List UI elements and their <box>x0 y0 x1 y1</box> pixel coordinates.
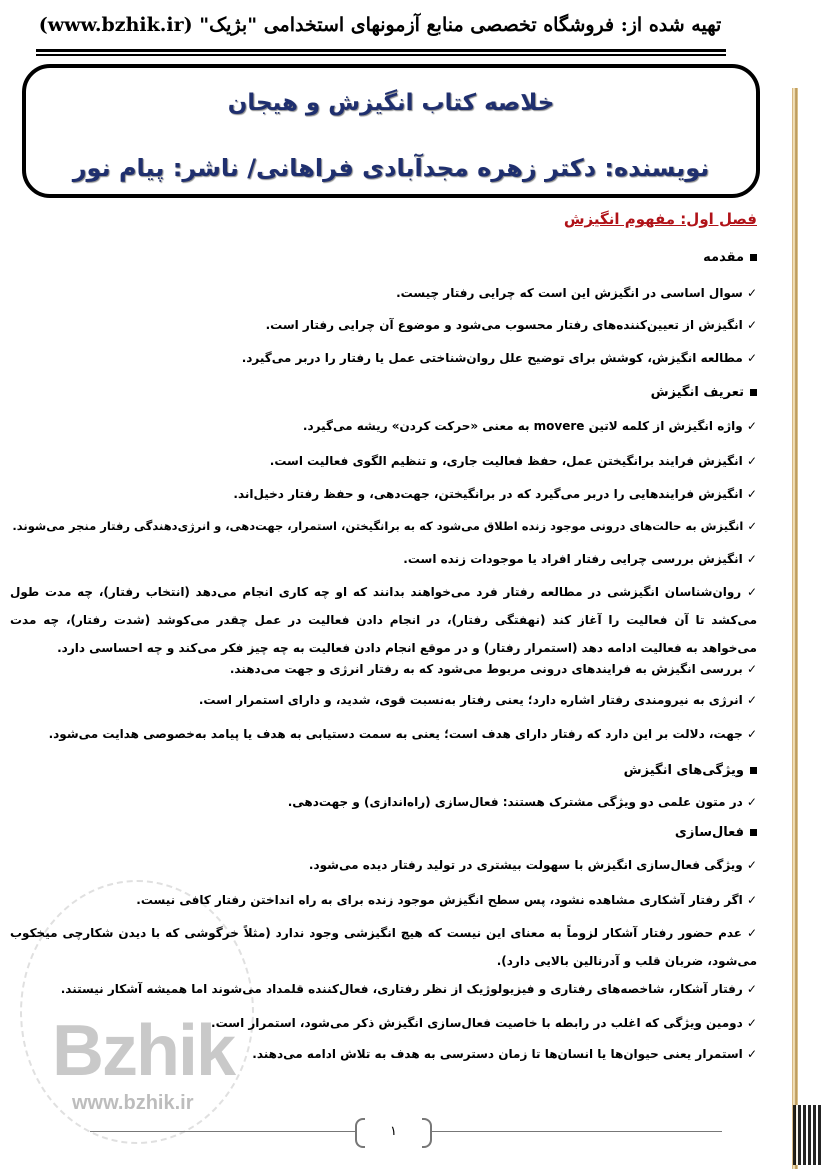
list-item: ✓ در متون علمی دو ویژگی مشترک هستند: فعال‌سازی (راه‌اندازی) و جهت‌دهی. <box>287 795 757 809</box>
list-item: ✓ مطالعه انگیزش، کوشش برای توضیح علل روان‌شناختی عمل یا رفتار را دربر می‌گیرد. <box>241 351 757 365</box>
list-item: ✓ انگیزش فرایند برانگیختن عمل، حفظ فعالیت جاری، و تنظیم الگوی فعالیت است. <box>269 454 757 468</box>
footer-rule <box>432 1131 722 1132</box>
list-item: ✓ واژه انگیزش از کلمه لاتین movere به معنی «حرکت کردن» ریشه می‌گیرد. <box>302 419 757 433</box>
header-rule <box>36 49 726 52</box>
list-item: ✓ سوال اساسی در انگیزش این است که چرایی رفتار چیست. <box>396 286 757 300</box>
section-heading: مقدمه <box>703 250 757 265</box>
list-item: ✓ انگیزش بررسی چرایی رفتار افراد یا موجودات زنده است. <box>403 552 757 566</box>
list-item: ✓ انگیزش فرایندهایی را دربر می‌گیرد که در برانگیختن، جهت‌دهی، و حفظ رفتار دخیل‌اند. <box>233 487 757 501</box>
footer-rule <box>90 1131 355 1132</box>
list-item: ✓ اگر رفتار آشکاری مشاهده نشود، پس سطح انگیزش موجود زنده برای به راه انداختن رفتار کافی نیست. <box>136 893 757 907</box>
list-item: ✓ رفتار آشکار، شاخصه‌های رفتاری و فیزیولوژیک از نظر رفتاری، فعال‌کننده قلمداد می‌شوند اما همیشه آشکار نیستند. <box>60 982 757 996</box>
book-title: خلاصه کتاب انگیزش و هیجان <box>227 90 555 116</box>
list-item: ✓ روان‌شناسان انگیزشی در مطالعه رفتار فرد می‌خواهند بدانند که او چه کاری انجام می‌دهد (انتخاب رفتار)، چه مدت طول می‌کشد تا آن فعالیت را آغاز کند (نهفتگی رفتار)، در انجام دادن فعالیت در عمل چقدر می‌کوشد (شدت رفتار)، چه مدت می‌خواهد به فعالیت ادامه دهد (استمرار رفتار) و در موقع انجام دادن فعالیت به چه چیز فکر می‌کند و چه احساسی دارد. <box>10 585 757 655</box>
chapter-heading: فصل اول: مفهوم انگیزش <box>563 210 757 228</box>
list-item: ✓ عدم حضور رفتار آشکار لزوماً به معنای این نیست که هیچ انگیزشی وجود ندارد (مثلاً خرگوشی که با دیدن شکارچی میخکوب می‌شود، ضربان قلب و آدرنالین بالایی دارد). <box>10 926 757 968</box>
watermark-url: www.bzhik.ir <box>72 1092 194 1114</box>
header-source-text: تهیه شده از: فروشگاه تخصصی منابع آزمونهای استخدامی "بژیک" (www.bzhik.ir) <box>38 14 722 36</box>
book-author: نویسنده: دکتر زهره مجدآبادی فراهانی/ ناشر: پیام نور <box>72 154 710 182</box>
square-bullet-icon <box>750 767 757 774</box>
decorative-border <box>792 88 798 1169</box>
square-bullet-icon <box>750 254 757 261</box>
list-item: ✓ انگیزش به حالت‌های درونی موجود زنده اطلاق می‌شود که به برانگیختن، استمرار، جهت‌دهی، و انرژی‌دهندگی رفتار منجر می‌شوند. <box>12 519 757 533</box>
list-item: ✓ انگیزش از تعیین‌کننده‌های رفتار محسوب می‌شود و موضوع آن چرایی رفتار است. <box>265 318 757 332</box>
list-item: ✓ دومین ویژگی که اغلب در رابطه با خاصیت فعال‌سازی انگیزش ذکر می‌شود، استمرار است. <box>211 1016 757 1030</box>
section-heading: فعال‌سازی <box>675 825 757 840</box>
header-rule <box>36 54 726 56</box>
list-item: ✓ ویژگی فعال‌سازی انگیزش با سهولت بیشتری در تولید رفتار دیده می‌شود. <box>308 858 757 872</box>
list-item: ✓ بررسی انگیزش به فرایندهای درونی مربوط می‌شود که به رفتار انرژی و جهت می‌دهند. <box>229 662 757 676</box>
title-box <box>22 64 760 198</box>
watermark-logo: Bzhik <box>52 1011 235 1091</box>
section-heading: ویژگی‌های انگیزش <box>624 763 757 778</box>
square-bullet-icon <box>750 389 757 396</box>
section-heading: تعریف انگیزش <box>651 385 757 400</box>
qr-code-icon <box>793 1105 823 1165</box>
list-item: ✓ انرژی به نیرومندی رفتار اشاره دارد؛ یعنی رفتار به‌نسبت قوی، شدید، و دارای استمرار است. <box>198 693 757 707</box>
square-bullet-icon <box>750 829 757 836</box>
page-number: ۱ <box>355 1118 432 1146</box>
list-item: ✓ استمرار یعنی حیوان‌ها یا انسان‌ها تا زمان دسترسی به هدف به تلاش ادامه می‌دهند. <box>252 1047 757 1061</box>
list-item: ✓ جهت، دلالت بر این دارد که رفتار دارای هدف است؛ یعنی به سمت دستیابی به هدف یا پیامد به‌خصوصی هدایت می‌شود. <box>48 727 757 741</box>
